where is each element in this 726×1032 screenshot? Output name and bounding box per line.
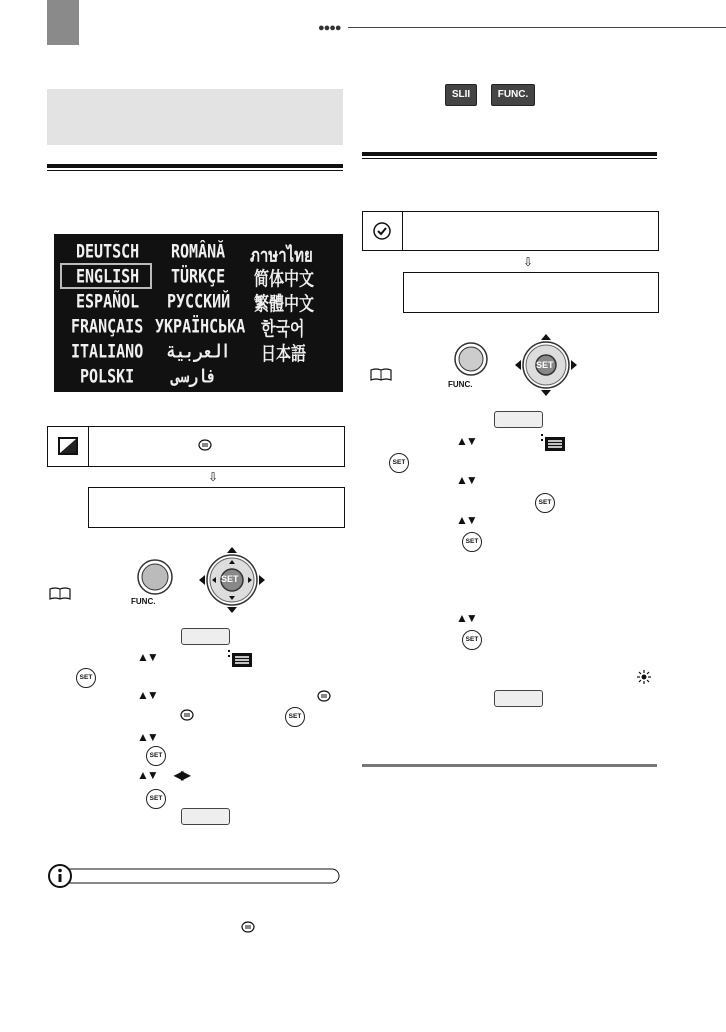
language-option[interactable]: ROMÂNĂ bbox=[171, 240, 226, 263]
sli-key-icon: SLII bbox=[445, 84, 477, 106]
up-down-arrows-icon: ▲▼ bbox=[456, 473, 476, 487]
mode-box-right bbox=[362, 211, 659, 251]
func-pill-icon bbox=[494, 411, 543, 428]
language-option[interactable]: 日本語 bbox=[261, 342, 307, 365]
speech-bubble-icon bbox=[317, 690, 331, 703]
language-option[interactable]: ENGLISH bbox=[76, 265, 140, 288]
set-button-icon: SET bbox=[146, 746, 166, 766]
up-down-arrows-icon: ▲▼ bbox=[137, 768, 157, 782]
func-key-icon: FUNC. bbox=[491, 84, 535, 106]
set-center-label: SET bbox=[536, 360, 554, 370]
right-section-rule-thick bbox=[362, 152, 657, 156]
right-section-rule-thin bbox=[362, 158, 657, 159]
language-option[interactable]: ESPAÑOL bbox=[76, 290, 140, 313]
func-button-icon[interactable] bbox=[135, 557, 175, 597]
setting-box-right bbox=[403, 272, 659, 313]
speech-bubble-icon bbox=[180, 709, 194, 722]
language-option[interactable]: ITALIANO bbox=[71, 340, 144, 363]
header-rule bbox=[348, 27, 726, 28]
language-option[interactable]: 한국어 bbox=[261, 317, 305, 340]
chapter-tab bbox=[47, 0, 79, 45]
right-bottom-rule bbox=[362, 764, 657, 767]
set-button-icon: SET bbox=[146, 789, 166, 809]
up-down-arrows-icon: ▲▼ bbox=[456, 513, 476, 527]
up-down-arrows-icon: ▲▼ bbox=[456, 434, 476, 448]
language-option[interactable]: 繁體中文 bbox=[254, 292, 315, 315]
set-button-icon: SET bbox=[389, 453, 409, 473]
flow-arrow-icon: ⇩ bbox=[523, 255, 534, 269]
language-option[interactable]: УКРАЇНСЬКА bbox=[155, 315, 246, 338]
set-button-icon: SET bbox=[535, 493, 555, 513]
mode-icon-cell bbox=[363, 212, 403, 250]
language-option[interactable]: DEUTSCH bbox=[76, 240, 140, 263]
header-dots: ●●●● bbox=[318, 22, 341, 34]
set-button-icon: SET bbox=[285, 707, 305, 727]
menu-icon bbox=[228, 650, 252, 667]
mode-icon-cell bbox=[48, 427, 89, 466]
func-pill-icon bbox=[181, 628, 230, 645]
func-pill-icon bbox=[181, 808, 230, 825]
language-option[interactable]: ภาษาไทย bbox=[250, 243, 313, 267]
section-rule-thick bbox=[47, 164, 343, 168]
speech-bubble-icon bbox=[241, 921, 255, 934]
func-label: FUNC. bbox=[448, 380, 473, 389]
menu-icon bbox=[541, 434, 565, 451]
section-heading-box bbox=[47, 89, 343, 145]
note-bar bbox=[47, 864, 340, 888]
language-option[interactable]: العربية bbox=[167, 340, 231, 363]
language-option[interactable]: РУССКИЙ bbox=[167, 290, 231, 313]
book-icon bbox=[48, 587, 72, 601]
func-label: FUNC. bbox=[131, 597, 156, 606]
set-button-icon: SET bbox=[76, 668, 96, 688]
language-option[interactable]: POLSKI bbox=[80, 365, 135, 388]
setting-box bbox=[88, 487, 345, 528]
func-pill-icon bbox=[494, 690, 543, 707]
speech-bubble-icon bbox=[198, 439, 212, 452]
section-rule-thin bbox=[47, 170, 343, 171]
language-option[interactable]: 简体中文 bbox=[254, 267, 315, 290]
up-down-arrows-icon: ▲▼ bbox=[137, 688, 157, 702]
up-down-arrows-icon: ▲▼ bbox=[456, 611, 476, 625]
language-selection-screen bbox=[54, 234, 343, 392]
left-right-arrows-icon: ◀▶ bbox=[174, 768, 189, 782]
set-button-icon: SET bbox=[462, 532, 482, 552]
mode-box bbox=[47, 426, 345, 467]
check-mode-icon bbox=[363, 212, 402, 250]
photo-mode-icon bbox=[48, 427, 88, 466]
language-option[interactable]: FRANÇAIS bbox=[71, 315, 144, 338]
language-option[interactable]: فارسی bbox=[171, 365, 217, 388]
up-down-arrows-icon: ▲▼ bbox=[137, 730, 157, 744]
up-down-arrows-icon: ▲▼ bbox=[137, 650, 157, 664]
set-center-label: SET bbox=[221, 574, 239, 584]
func-button-icon[interactable] bbox=[452, 340, 490, 378]
sun-icon bbox=[637, 670, 651, 684]
flow-arrow-icon: ⇩ bbox=[208, 470, 219, 484]
language-option[interactable]: TÜRKÇE bbox=[171, 265, 226, 288]
set-button-icon: SET bbox=[462, 630, 482, 650]
book-icon bbox=[369, 368, 393, 382]
